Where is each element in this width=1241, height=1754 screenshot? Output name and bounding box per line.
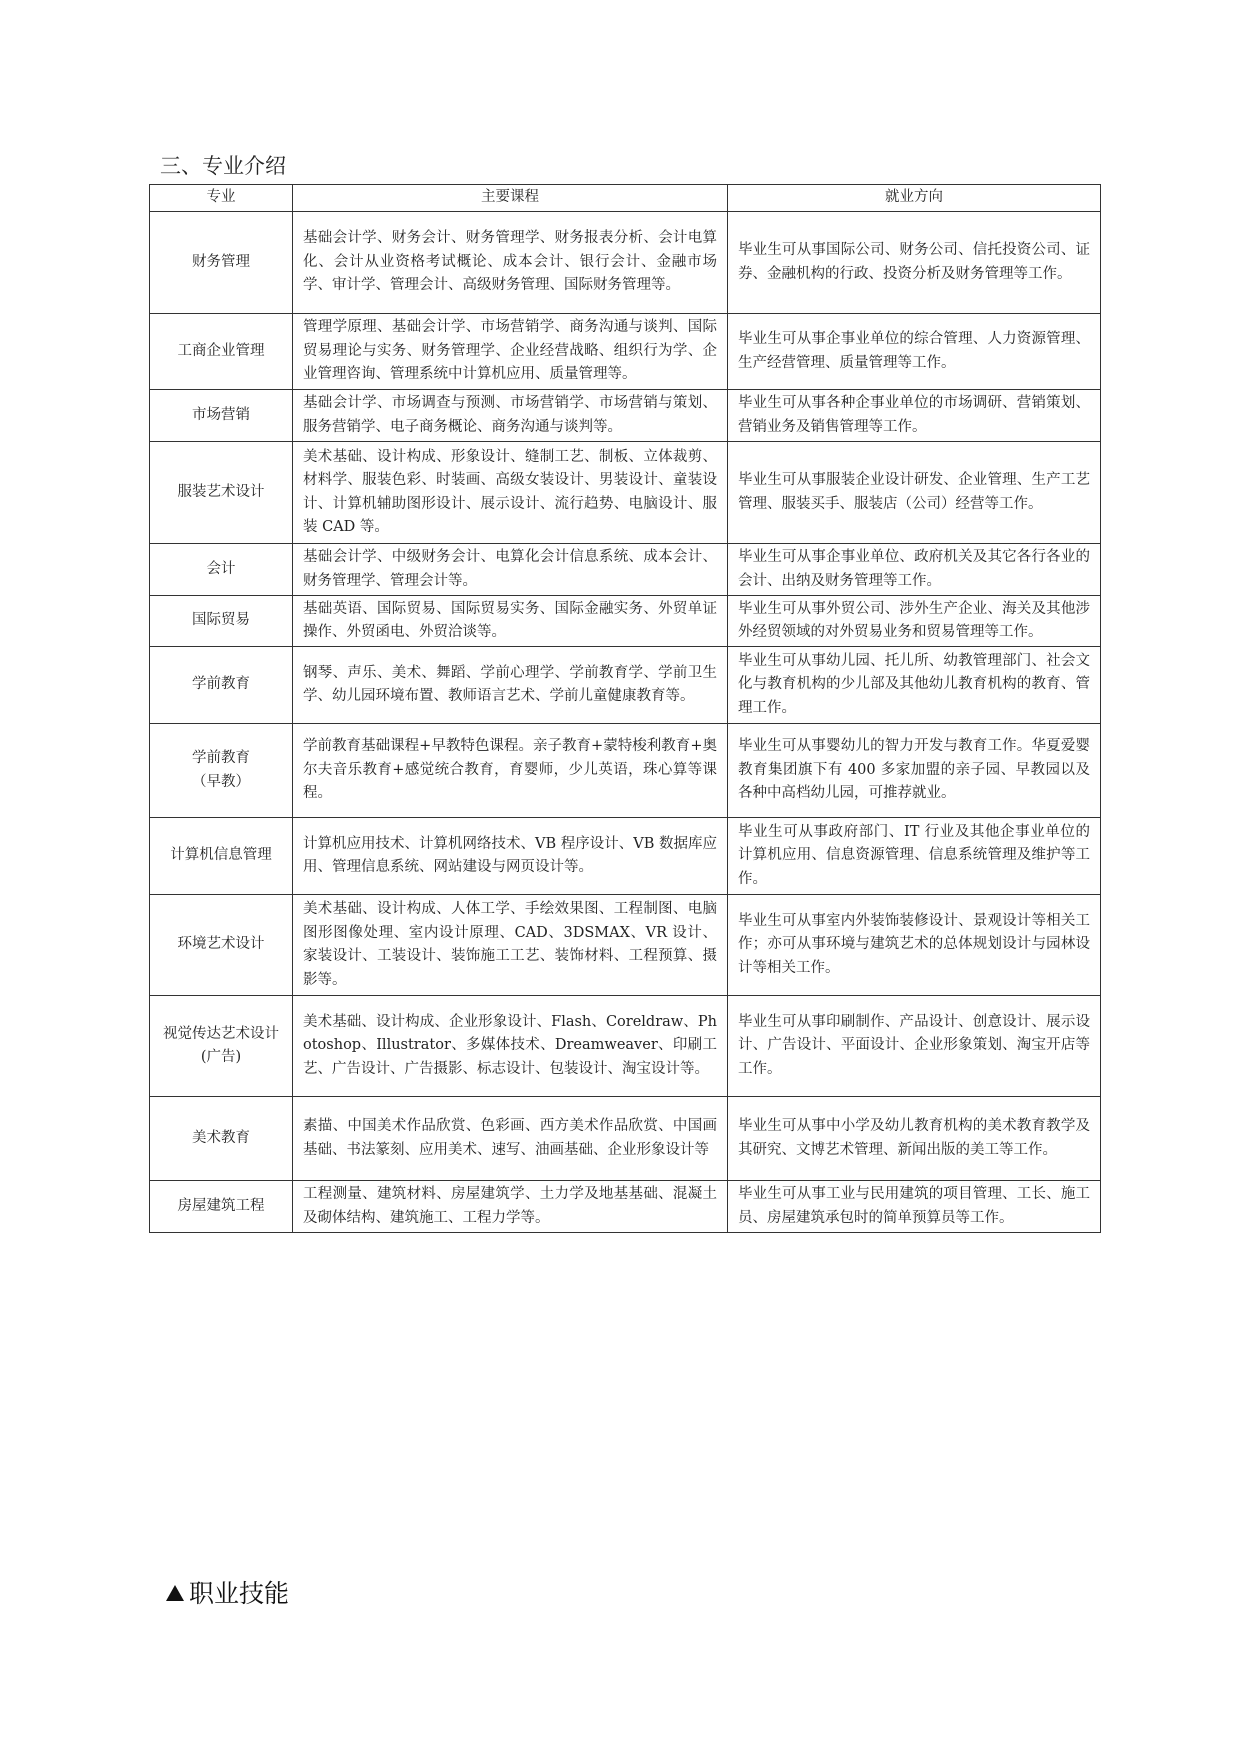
career-cell: 毕业生可从事幼儿园、托儿所、幼教管理部门、社会文化与教育机构的少儿部及其他幼儿教育机构的教育、管理工作。 bbox=[728, 647, 1101, 724]
table-row bbox=[150, 996, 1101, 1097]
major-name: 学前教育 bbox=[192, 676, 250, 693]
major-subtitle: (广告) bbox=[200, 1049, 242, 1065]
career-cell: 毕业生可从事政府部门、IT 行业及其他企事业单位的计算机应用、信息资源管理、信息系统管理及维护等工作。 bbox=[728, 818, 1101, 895]
courses-cell: 钢琴、声乐、美术、舞蹈、学前心理学、学前教育学、学前卫生学、幼儿园环境布置、教师语言艺术、学前儿童健康教育等。 bbox=[293, 647, 728, 724]
major-name: 视觉传达艺术设计 bbox=[163, 1025, 279, 1042]
skills-title: 职业技能 bbox=[189, 1579, 290, 1608]
major-cell bbox=[150, 1097, 293, 1181]
skills-heading bbox=[166, 1578, 289, 1610]
table-row bbox=[150, 1097, 1101, 1181]
courses-cell: 美术基础、设计构成、形象设计、缝制工艺、制板、立体裁剪、材料学、服装色彩、时装画、高级女装设计、男装设计、童装设计、计算机辅助图形设计、展示设计、流行趋势、电脑设计、服装 CAD 等。 bbox=[293, 442, 728, 544]
major-cell bbox=[150, 442, 293, 544]
courses-cell: 基础会计学、中级财务会计、电算化会计信息系统、成本会计、财务管理学、管理会计等。 bbox=[293, 544, 728, 596]
major-cell bbox=[150, 724, 293, 818]
table-row bbox=[150, 1181, 1101, 1233]
career-cell: 毕业生可从事外贸公司、涉外生产企业、海关及其他涉外经贸领域的对外贸易业务和贸易管理等工作。 bbox=[728, 596, 1101, 647]
major-name: 国际贸易 bbox=[192, 612, 250, 629]
header-major: 专业 bbox=[150, 185, 293, 212]
courses-cell: 基础会计学、财务会计、财务管理学、财务报表分析、会计电算化、会计从业资格考试概论、成本会计、银行会计、金融市场学、审计学、管理会计、高级财务管理、国际财务管理等。 bbox=[293, 212, 728, 314]
courses-cell: 学前教育基础课程+早教特色课程。亲子教育+蒙特梭利教育+奥尔夫音乐教育+感觉统合教育，育婴师，少儿英语，珠心算等课程。 bbox=[293, 724, 728, 818]
table-row bbox=[150, 212, 1101, 314]
major-cell bbox=[150, 390, 293, 442]
career-cell: 毕业生可从事室内外装饰装修设计、景观设计等相关工作；亦可从事环境与建筑艺术的总体规划设计与园林设计等相关工作。 bbox=[728, 895, 1101, 996]
major-name: 工商企业管理 bbox=[177, 342, 265, 359]
career-cell: 毕业生可从事企事业单位、政府机关及其它各行各业的会计、出纳及财务管理等工作。 bbox=[728, 544, 1101, 596]
table-row bbox=[150, 596, 1101, 647]
table-row bbox=[150, 818, 1101, 895]
courses-cell: 美术基础、设计构成、企业形象设计、Flash、Coreldraw、Photoshop、Illustrator、多媒体技术、Dreamweaver、印刷工艺、广告设计、广告摄影、标志设计、包装设计、淘宝设计等。 bbox=[293, 996, 728, 1097]
majors-table bbox=[149, 184, 1101, 1233]
career-cell: 毕业生可从事工业与民用建筑的项目管理、工长、施工员、房屋建筑承包时的简单预算员等工作。 bbox=[728, 1181, 1101, 1233]
triangle-bullet-icon bbox=[166, 1585, 184, 1601]
career-cell: 毕业生可从事国际公司、财务公司、信托投资公司、证券、金融机构的行政、投资分析及财务管理等工作。 bbox=[728, 212, 1101, 314]
major-cell bbox=[150, 895, 293, 996]
major-name: 学前教育 bbox=[192, 750, 250, 766]
table-row bbox=[150, 442, 1101, 544]
courses-cell: 工程测量、建筑材料、房屋建筑学、土力学及地基基础、混凝土及砌体结构、建筑施工、工程力学等。 bbox=[293, 1181, 728, 1233]
major-cell bbox=[150, 544, 293, 596]
courses-cell: 计算机应用技术、计算机网络技术、VB 程序设计、VB 数据库应用、管理信息系统、网站建设与网页设计等。 bbox=[293, 818, 728, 895]
major-name: 财务管理 bbox=[192, 253, 250, 270]
career-cell: 毕业生可从事各种企事业单位的市场调研、营销策划、营销业务及销售管理等工作。 bbox=[728, 390, 1101, 442]
major-cell bbox=[150, 647, 293, 724]
major-cell bbox=[150, 212, 293, 314]
table-row bbox=[150, 544, 1101, 596]
table-row bbox=[150, 895, 1101, 996]
courses-cell: 素描、中国美术作品欣赏、色彩画、西方美术作品欣赏、中国画基础、书法篆刻、应用美术、速写、油画基础、企业形象设计等 bbox=[293, 1097, 728, 1181]
career-cell: 毕业生可从事婴幼儿的智力开发与教育工作。华夏爱婴教育集团旗下有 400 多家加盟的亲子园、早教园以及各种中高档幼儿园，可推荐就业。 bbox=[728, 724, 1101, 818]
major-name: 房屋建筑工程 bbox=[177, 1197, 265, 1214]
courses-cell: 美术基础、设计构成、人体工学、手绘效果图、工程制图、电脑图形图像处理、室内设计原理、CAD、3DSMAX、VR 设计、家装设计、工装设计、装饰施工工艺、装饰材料、工程预算、摄影等。 bbox=[293, 895, 728, 996]
major-name: 市场营销 bbox=[192, 406, 250, 423]
major-name: 会计 bbox=[206, 560, 236, 577]
major-cell bbox=[150, 996, 293, 1097]
section-title: 三、专业介绍 bbox=[160, 154, 286, 178]
table-row bbox=[150, 390, 1101, 442]
courses-cell: 基础会计学、市场调查与预测、市场营销学、市场营销与策划、服务营销学、电子商务概论、商务沟通与谈判等。 bbox=[293, 390, 728, 442]
courses-cell: 基础英语、国际贸易、国际贸易实务、国际金融实务、外贸单证操作、外贸函电、外贸洽谈等。 bbox=[293, 596, 728, 647]
table-header-row bbox=[150, 185, 1101, 212]
major-name: 美术教育 bbox=[192, 1129, 250, 1146]
header-career: 就业方向 bbox=[728, 185, 1101, 212]
career-cell: 毕业生可从事企事业单位的综合管理、人力资源管理、生产经营管理、质量管理等工作。 bbox=[728, 314, 1101, 390]
major-subtitle: （早教） bbox=[192, 773, 250, 790]
major-name: 服装艺术设计 bbox=[177, 483, 265, 500]
career-cell: 毕业生可从事印刷制作、产品设计、创意设计、展示设计、广告设计、平面设计、企业形象策划、淘宝开店等工作。 bbox=[728, 996, 1101, 1097]
major-cell bbox=[150, 1181, 293, 1233]
major-cell bbox=[150, 818, 293, 895]
table-row bbox=[150, 724, 1101, 818]
header-courses: 主要课程 bbox=[293, 185, 728, 212]
career-cell: 毕业生可从事中小学及幼儿教育机构的美术教育教学及其研究、文博艺术管理、新闻出版的美工等工作。 bbox=[728, 1097, 1101, 1181]
table-row bbox=[150, 647, 1101, 724]
table-row bbox=[150, 314, 1101, 390]
major-cell bbox=[150, 314, 293, 390]
majors-table-container bbox=[149, 184, 1100, 1233]
major-name: 环境艺术设计 bbox=[177, 936, 265, 953]
major-cell bbox=[150, 596, 293, 647]
courses-cell: 管理学原理、基础会计学、市场营销学、商务沟通与谈判、国际贸易理论与实务、财务管理学、企业经营战略、组织行为学、企业管理咨询、管理系统中计算机应用、质量管理等。 bbox=[293, 314, 728, 390]
major-name: 计算机信息管理 bbox=[170, 847, 272, 864]
career-cell: 毕业生可从事服装企业设计研发、企业管理、生产工艺管理、服装买手、服装店（公司）经营等工作。 bbox=[728, 442, 1101, 544]
